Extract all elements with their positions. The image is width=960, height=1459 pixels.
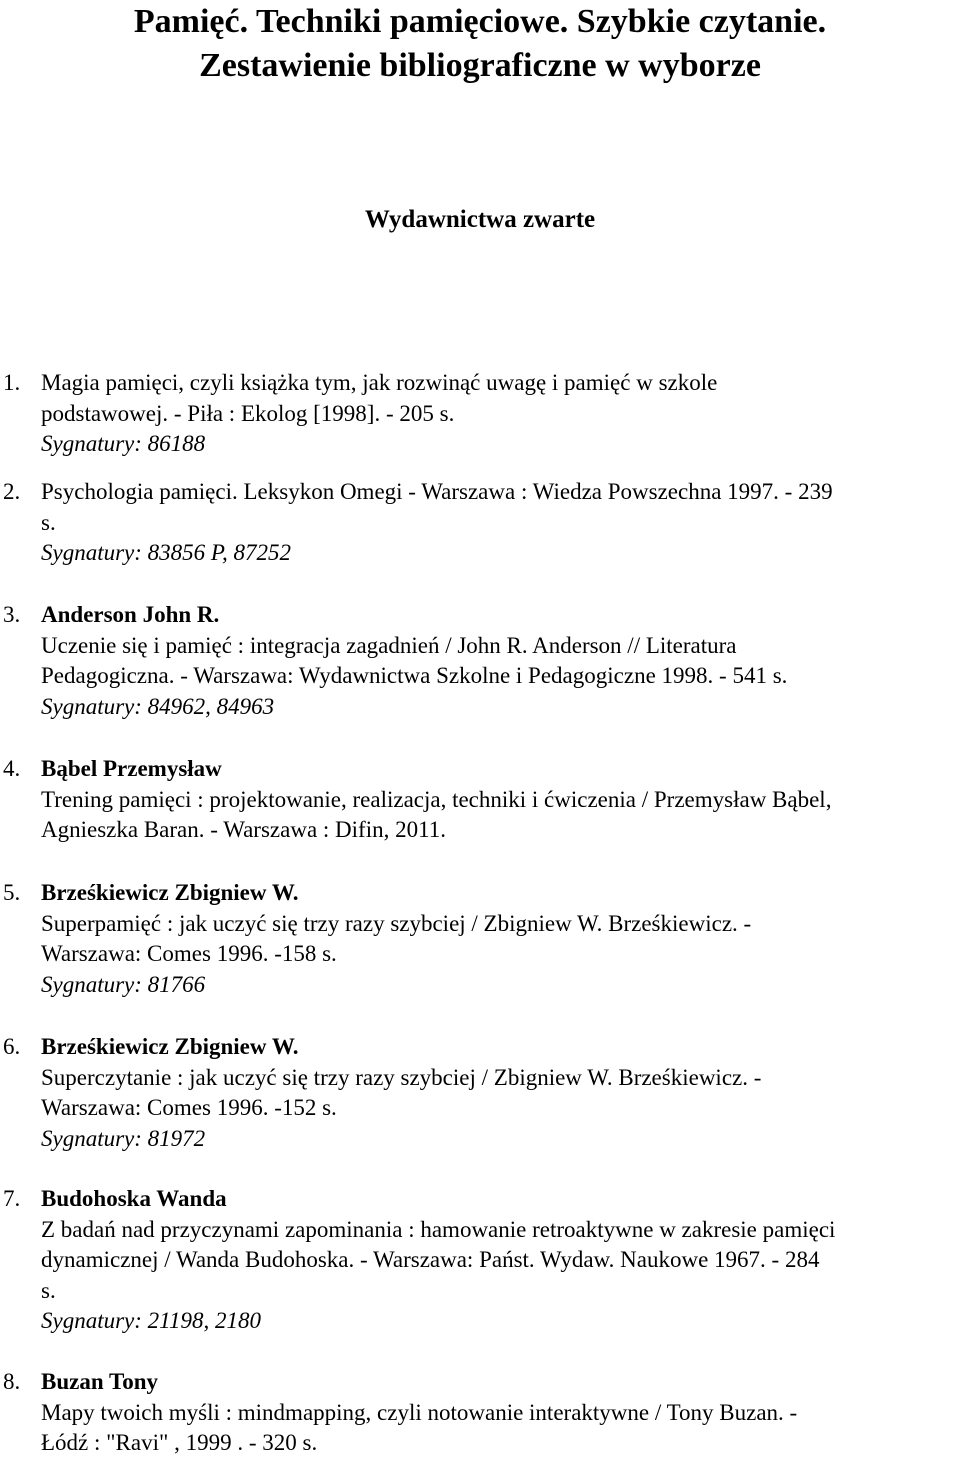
entry-author: Buzan Tony (41, 1369, 158, 1394)
entry-author: Brześkiewicz Zbigniew W. (41, 1034, 299, 1059)
entry-description-line: Uczenie się i pamięć : integracja zagadnień / John R. Anderson // Literatura (41, 632, 737, 658)
entry-number: 2. (3, 479, 21, 504)
entry-signature: Sygnatury: 83856 P, 87252 (41, 540, 292, 565)
entry-author: Budohoska Wanda (41, 1186, 227, 1211)
entry-signature: Sygnatury: 84962, 84963 (41, 693, 275, 719)
title-line-1: Pamięć. Techniki pamięciowe. Szybkie czytanie. (133, 3, 827, 40)
entry-author: Brześkiewicz Zbigniew W. (41, 880, 299, 905)
entry-description-line: podstawowej. - Piła : Ekolog [1998]. - 205 s. (41, 400, 455, 426)
entry-description-line: Łódź : "Ravi" , 1999 . - 320 s. (41, 1430, 318, 1455)
entry-body (41, 1184, 959, 1337)
entry-description-line: Warszawa: Comes 1996. -158 s. (41, 941, 337, 966)
entry-body (41, 1367, 959, 1459)
entry-description-line: s. (41, 1277, 56, 1303)
entry-body (41, 754, 959, 846)
entry-author: Bąbel Przemysław (41, 756, 222, 781)
entry-description-line: Pedagogiczna. - Warszawa: Wydawnictwa Szkolne i Pedagogiczne 1998. - 541 s. (41, 663, 788, 688)
entry-number: 4. (3, 756, 21, 781)
entry-body (41, 1032, 959, 1154)
entry-number: 1. (3, 370, 21, 395)
entry-signature: Sygnatury: 21198, 2180 (41, 1308, 261, 1333)
entry-description-line: Agnieszka Baran. - Warszawa : Difin, 2011. (41, 817, 446, 842)
entry-signature: Sygnatury: 81766 (41, 971, 206, 997)
entry-signature: Sygnatury: 86188 (41, 431, 206, 456)
entry-description-line: Superczytanie : jak uczyć się trzy razy szybciej / Zbigniew W. Brześkiewicz. - (41, 1064, 762, 1090)
entry-number: 8. (3, 1369, 21, 1394)
entry-description-line: Trening pamięci : projektowanie, realizacja, techniki i ćwiczenia / Przemysław Bąbel, (41, 786, 832, 812)
document-title (0, 0, 960, 88)
entry-body (41, 600, 959, 722)
entry-description-line: Superpamięć : jak uczyć się trzy razy szybciej / Zbigniew W. Brześkiewicz. - (41, 910, 752, 936)
entry-number: 7. (3, 1186, 21, 1211)
entry-description-line: Psychologia pamięci. Leksykon Omegi - Warszawa : Wiedza Powszechna 1997. - 239 (41, 479, 833, 504)
entry-description-line: Warszawa: Comes 1996. -152 s. (41, 1095, 337, 1120)
entry-number: 6. (3, 1034, 21, 1059)
entry-description-line: Magia pamięci, czyli książka tym, jak rozwinąć uwagę i pamięć w szkole (41, 370, 718, 395)
entry-signature: Sygnatury: 81972 (41, 1125, 206, 1151)
entry-body (41, 477, 959, 569)
entry-body (41, 878, 959, 1000)
entry-description-line: Z badań nad przyczynami zapominania : hamowanie retroaktywne w zakresie pamięci (41, 1216, 836, 1242)
entry-author: Anderson John R. (41, 602, 220, 627)
entry-description-line: s. (41, 509, 56, 535)
section-heading: Wydawnictwa zwarte (364, 206, 596, 233)
entry-body (41, 368, 959, 460)
entry-description-line: dynamicznej / Wanda Budohoska. - Warszawa: Państ. Wydaw. Naukowe 1967. - 284 (41, 1247, 820, 1272)
entry-number: 3. (3, 602, 21, 627)
entry-number: 5. (3, 880, 21, 905)
title-line-2: Zestawienie bibliograficzne w wyborze (199, 47, 761, 84)
entry-description-line: Mapy twoich myśli : mindmapping, czyli notowanie interaktywne / Tony Buzan. - (41, 1399, 798, 1425)
